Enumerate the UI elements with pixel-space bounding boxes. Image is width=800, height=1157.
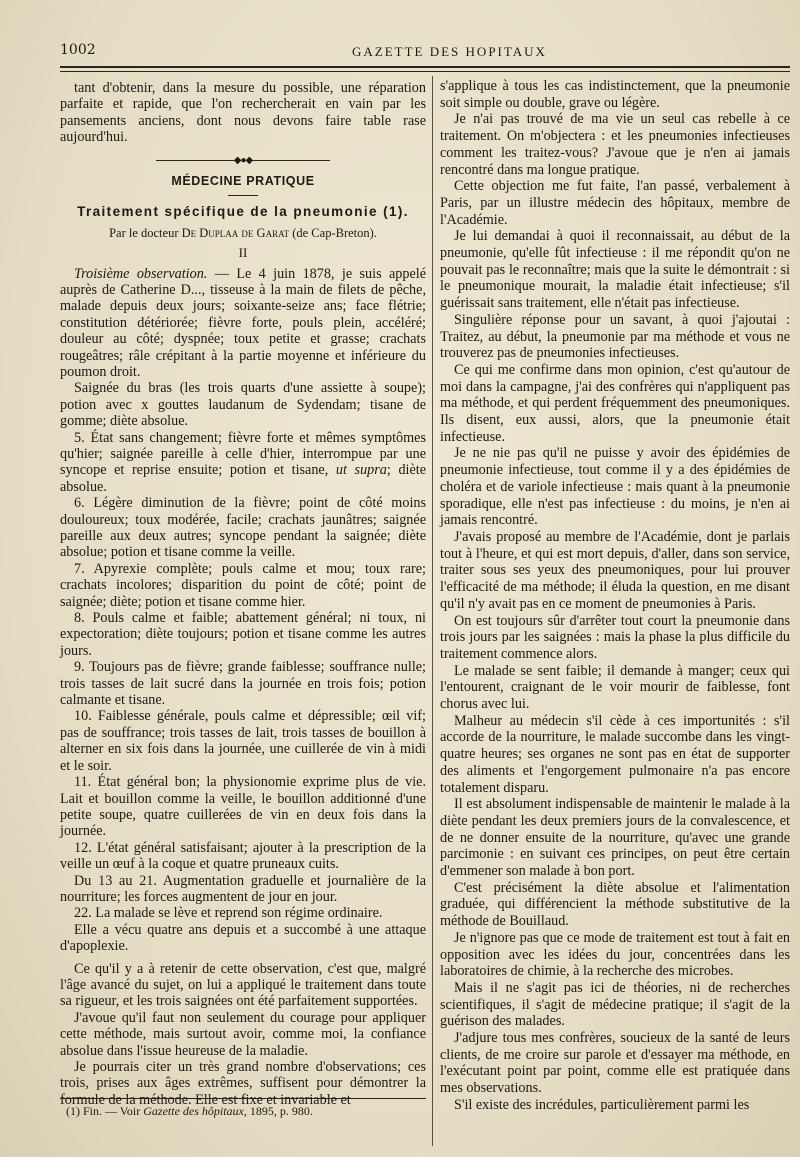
paragraph: Je pourrais citer un très grand nombre d'observations; ces trois, prises aux âges extrêmes, suffisent pour démontrer la formule de la méthode. Elle est fixe et invariable et bbox=[60, 1059, 426, 1108]
part-number: II bbox=[238, 245, 248, 261]
byline-prefix: Par le docteur bbox=[109, 225, 179, 240]
observation-label: Troisième observation. bbox=[74, 265, 208, 282]
footnote-rule bbox=[60, 1098, 426, 1099]
paragraph: J'adjure tous mes confrères, soucieux de la santé de leurs clients, de me croire sur parole et d'essayer ma méthode, en l'exécutant point par point, comme elle est pratiquée dans mes observations. bbox=[440, 1030, 790, 1097]
byline-suffix: (de Cap-Breton). bbox=[292, 225, 377, 240]
section-ornament: ◆●◆ bbox=[60, 154, 426, 167]
paragraph: 10. Faiblesse générale, pouls calme et dépressible; œil vif; pas de souffrance; trois tasses de lait, trois tasses de bouillon à alterner en six fois dans la journée, une cuillerée de vin à midi et le soir. bbox=[60, 708, 426, 774]
article-title: Traitement spécifique de la pneumonie (1). bbox=[77, 204, 409, 220]
right-column bbox=[440, 78, 790, 1114]
short-rule bbox=[228, 195, 258, 196]
paragraph: Il est absolument indispensable de maintenir le malade à la diète pendant les deux premiers jours de la convalescence, et de ne donner ensuite de la nourriture, qu'avec une grande parcimonie : en suivant ces principes, on peut être certain d'emmener son malade à bon port. bbox=[440, 796, 790, 880]
left-column bbox=[60, 80, 426, 1108]
paragraph: Du 13 au 21. Augmentation graduelle et journalière de la nourriture; les forces augmentent de jour en jour. bbox=[60, 872, 426, 905]
paragraph: 6. Légère diminution de la fièvre; point de côté moins douloureux; toux modérée, facile; crachats jaunâtres; saignée pareille aux deux autres; syncope pendant la saignée; diète absolue; potion et tisane comme la veille. bbox=[60, 495, 426, 561]
paragraph: S'il existe des incrédules, particulièrement parmi les bbox=[454, 1096, 750, 1113]
paragraph: Ce qui me confirme dans mon opinion, c'est qu'autour de moi dans la campagne, j'ai des confrères qui n'appliquent pas ma méthode, et qui perdent fréquemment des pneumoniques. Ils disent, eux aussi, alors, que la pneumonie était infectieuse. bbox=[440, 361, 790, 445]
paragraph: 11. État général bon; la physionomie exprime plus de vie. Lait et bouillon comme la veille, le bouillon additionné d'une petite soupe, quatre cuillerées de vin en deux fois dans la journée. bbox=[60, 774, 426, 840]
paragraph: Je n'ignore pas que ce mode de traitement est tout à fait en opposition avec les idées du jour, concentrées dans les laboratoires de chimie, à la recherche des microbes. bbox=[440, 929, 790, 980]
paragraph: s'applique à tous les cas indistinctement, que la pneumonie soit simple ou double, grave ou légère. bbox=[440, 78, 790, 111]
byline-author: De Duplaa de Garat bbox=[181, 225, 290, 240]
paragraph: Singulière réponse pour un savant, à quoi j'ajoutai : Traitez, au début, la pneumonie par ma méthode et vous ne trouverez pas de pneumonies infectieuses. bbox=[440, 311, 790, 362]
paragraph: 12. L'état général satisfaisant; ajouter à la prescription de la veille un œuf à la coque et quatre pruneaux cuits. bbox=[60, 839, 426, 873]
intro-paragraph: tant d'obtenir, dans la mesure du possible, une réparation parfaite et rapide, que l'on rechercherait en vain par les pansements anciens, dont nous devons faire table rase aujourd'hui. bbox=[60, 80, 426, 146]
paragraph: Ce qu'il y a à retenir de cette observation, c'est que, malgré l'âge avancé du sujet, on lui a appliqué le traitement dans toute sa rigueur, et les trois saignées ont été parfaitement supportées. bbox=[60, 960, 426, 1010]
paragraph: Je ne nie pas qu'il ne puisse y avoir des épidémies de pneumonie infectieuse, tout comme il y a des épidémies de choléra et de variole infectieuse : mais quant à la pneumonie sporadique, elle n'est pas infectieuse : du moins, je n'en ai jamais rencontré. bbox=[440, 445, 790, 529]
paragraph: J'avais proposé au membre de l'Académie, dont je parlais tout à l'heure, et qui est mort depuis, d'aller, dans son service, traiter sous ses yeux des pneumoniques, pour lui prouver l'efficacité de ma méthode; il éluda la question, en me disant qu'il n'y avait pas en ce moment de pneumonies à Paris. bbox=[440, 528, 790, 612]
paragraph: 9. Toujours pas de fièvre; grande faiblesse; souffrance nulle; trois tasses de lait sucré dans la journée en trois fois; potion calmante et tisane. bbox=[60, 659, 426, 709]
paragraph: Malheur au médecin s'il cède à ces importunités : s'il accorde de la nourriture, le malade succombe dans les vingt-quatre heures; ses organes ne sont pas en état de supporter des aliments et l'engorgement pulmonaire n'a pas encore totalement disparu. bbox=[440, 712, 790, 796]
paragraph: Je lui demandai à quoi il reconnaissait, au début de la pneumonie, qu'elle fût infectieuse : il me répondit qu'on ne pouvait pas le reconnaître; mais que la suite le démontrait : si le pneumonique mourait, la maladie était infectieuse; s'il guérissait sans traitement, elle n'était pas infectieuse. bbox=[440, 228, 790, 312]
observation-paragraph: Troisième observation. — Le 4 juin 1878, je suis appelé auprès de Catherine D..., tisseuse à la main de filets de pêche, malade depuis deux jours; soixante-seize ans; face flétrie; constitution détériorée; fièvre forte, pouls plein, accéléré; douleur au côté; dyspnée; toux petite et grasse; crachats rougeâtres; râle crépitant à la partie moyenne et inférieure du poumon droit. bbox=[60, 265, 426, 380]
paragraph: 8. Pouls calme et faible; abattement général; ni toux, ni expectoration; diète toujours; potion et tisane comme les autres jours. bbox=[60, 610, 426, 659]
paragraph: Elle a vécu quatre ans depuis et a succombé à une attaque d'apoplexie. bbox=[60, 921, 426, 955]
paragraph: Je n'ai pas trouvé de ma vie un seul cas rebelle à ce traitement. On m'objectera : et les pneumonies infectieuses comment les traitez-vous? J'avoue que je n'en ai jamais rencontré dans ma longue pratique. bbox=[440, 111, 790, 178]
column-divider bbox=[432, 76, 433, 1146]
paragraph: Le malade se sent faible; il demande à manger; ceux qui l'entourent, craignant de le voir mourir de faiblesse, font chorus avec lui. bbox=[440, 662, 790, 713]
footnote-journal: Gazette des hôpitaux bbox=[143, 1104, 244, 1118]
footnote: (1) Fin. — Voir Gazette des hôpitaux, 1895, p. 980. bbox=[66, 1104, 313, 1118]
paragraph: Mais il ne s'agit pas ici de théories, ni de recherches scientifiques, il s'agit de médecine pratique; il s'agit de la guérison des malades. bbox=[440, 979, 790, 1030]
paragraph: Cette objection me fut faite, l'an passé, verbalement à Paris, par un illustre médecin des hôpitaux, membre de l'Académie. bbox=[440, 178, 790, 228]
journal-title: GAZETTE DES HOPITAUX bbox=[352, 44, 547, 59]
section-title: MÉDECINE PRATIQUE bbox=[171, 173, 315, 188]
paragraph: C'est précisément la diète absolue et l'alimentation graduée, qui différencient la méthode substitutive de la méthode de Bouillaud. bbox=[440, 879, 790, 930]
page-header bbox=[60, 40, 788, 66]
paragraph: On est toujours sûr d'arrêter tout court la pneumonie dans trois jours par les saignées : mais la phase la plus difficile du traitement commence alors. bbox=[440, 612, 790, 662]
paragraph: Saignée du bras (les trois quarts d'une assiette à soupe); potion avec x gouttes laudanum de Sydendam; tisane de gomme; diète absolue. bbox=[60, 380, 426, 430]
page-number: 1002 bbox=[60, 42, 96, 58]
paragraph: 5. État sans changement; fièvre forte et mêmes symptômes qu'hier; saignée pareille à celle d'hier, interrompue par une syncope et reprise ensuite; potion et tisane, ut supra; diète absolue. bbox=[60, 429, 427, 495]
header-rule bbox=[60, 66, 790, 72]
paragraph: J'avoue qu'il faut non seulement du courage pour appliquer cette méthode, mais surtout avoir, comme moi, la confiance absolue dans l'issue heureuse de la maladie. bbox=[60, 1009, 426, 1059]
paragraph: 7. Apyrexie complète; pouls calme et mou; toux rare; crachats incolores; disparition du point de côté; point de saignée; diète; potion et tisane comme hier. bbox=[60, 560, 426, 610]
byline bbox=[60, 225, 426, 241]
paragraph: 22. La malade se lève et reprend son régime ordinaire. bbox=[74, 905, 383, 922]
